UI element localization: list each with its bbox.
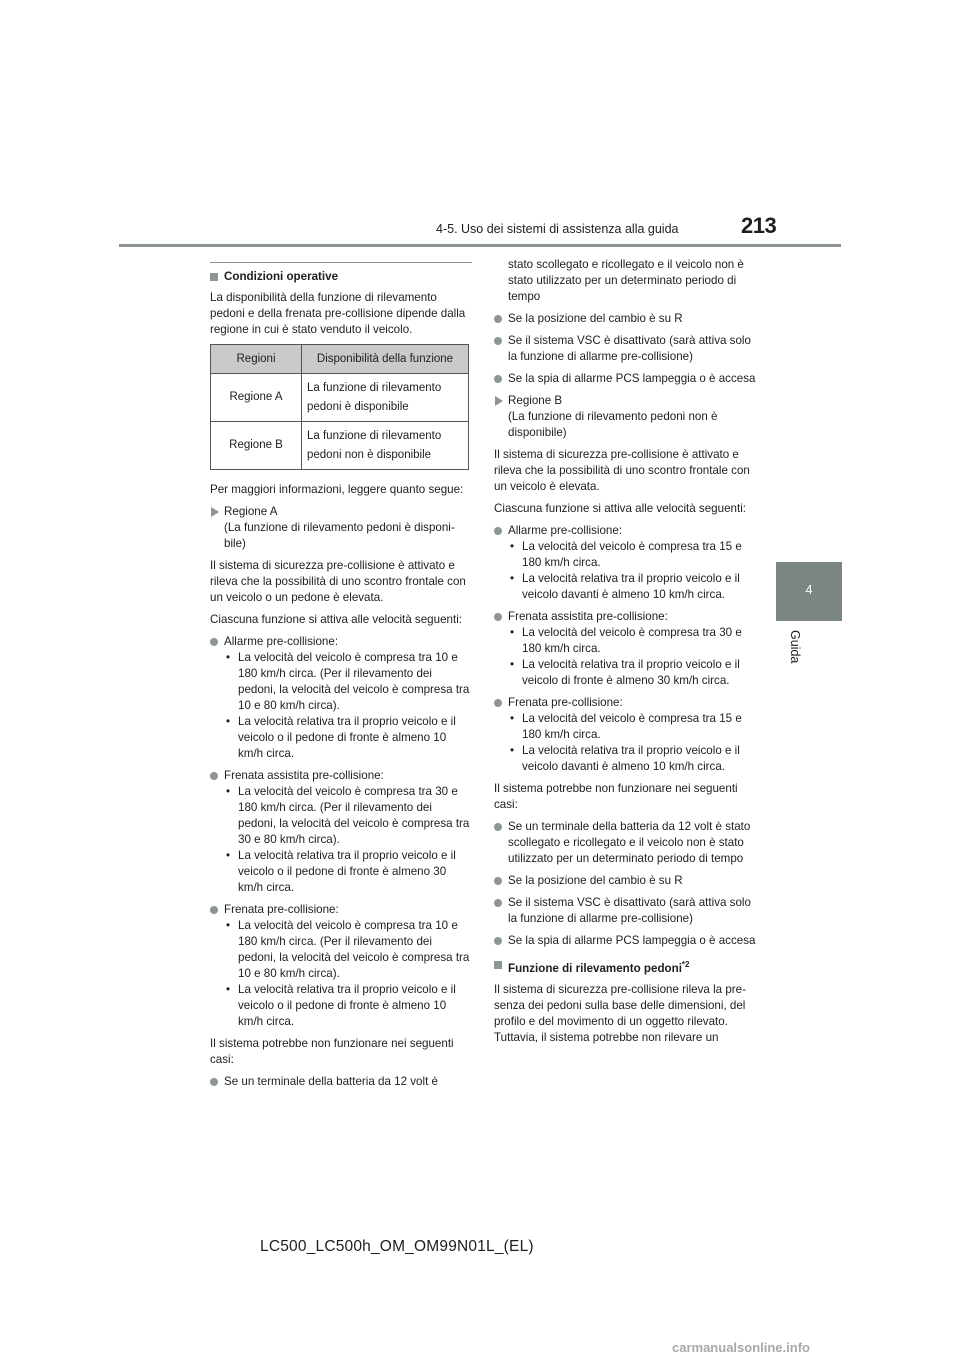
list-item <box>494 523 756 603</box>
list-item-text: Se la posizione del cambio è su R <box>508 312 683 325</box>
table-cell: La funzione di rilevamento pedoni non è disponibile <box>302 422 469 470</box>
table-cell: Regione A <box>211 374 302 422</box>
sub-item-text: La velocità del veicolo è compresa tra 30 e 180 km/h circa. <box>522 626 742 655</box>
paragraph: Il sistema di sicurezza pre-collisione rileva la pre-senza dei pedoni sulla base delle dimensioni, del profilo e del movimento di un oggetto rilevato. Tuttavia, il sistema potrebbe non rilevare un <box>494 982 746 1044</box>
sub-item-text: La velocità relativa tra il proprio veicolo e il veicolo davanti è almeno 10 km/h circa. <box>522 572 740 601</box>
intro-paragraph: La disponibilità della funzione di rilevamento pedoni e della frenata pre-collisione dipende dalla regione in cui è stato venduto il veicolo. <box>210 291 466 336</box>
list-item <box>494 895 756 927</box>
sub-item: • La velocità relativa tra il proprio veicolo e il veicolo di fronte è almeno 30 km/h circa. <box>510 658 740 687</box>
section-heading <box>210 269 472 285</box>
continued-text: stato scollegato e ricollegato e il veicolo non è stato utilizzato per un determinato periodo di tempo <box>508 258 744 303</box>
region-heading <box>494 393 756 441</box>
list-item <box>210 634 472 762</box>
sub-item: • La velocità del veicolo è compresa tra 15 e 180 km/h circa. <box>510 712 742 741</box>
list-item <box>494 933 756 949</box>
list-item <box>494 695 756 775</box>
sub-item-text: La velocità del veicolo è compresa tra 10 e 180 km/h circa. (Per il rilevamento dei pedoni, la velocità del veicolo è compresa tra 10 e 80 km/h circa). <box>238 919 470 980</box>
document-code: LC500_LC500h_OM_OM99N01L_(EL) <box>260 1238 534 1255</box>
section-title: 4-5. Uso dei sistemi di assistenza alla guida <box>436 222 679 236</box>
chapter-label-text: Guida <box>788 630 802 664</box>
region-heading <box>210 504 472 552</box>
page-number: 213 <box>741 213 777 238</box>
list-item <box>210 1074 472 1090</box>
circle-bullet-icon <box>494 877 502 885</box>
list-item <box>494 333 756 365</box>
sub-item: • La velocità del veicolo è compresa tra 15 e 180 km/h circa. <box>510 540 742 569</box>
sub-item: • La velocità del veicolo è compresa tra 10 e 180 km/h circa. (Per il rilevamento dei pedoni, la velocità del veicolo è compresa tra 10 e 80 km/h circa). <box>226 919 470 980</box>
circle-bullet-icon <box>494 699 502 707</box>
list-item-title: Frenata pre-collisione: <box>508 696 623 709</box>
sub-item: • La velocità relativa tra il proprio veicolo e il veicolo o il pedone di fronte è almeno 10 km/h circa. <box>226 715 456 760</box>
list-item <box>494 371 756 387</box>
table-row <box>211 422 469 470</box>
triangle-arrow-icon <box>495 396 503 406</box>
sub-item-text: La velocità del veicolo è compresa tra 15 e 180 km/h circa. <box>522 712 742 741</box>
circle-bullet-icon <box>494 613 502 621</box>
circle-bullet-icon <box>494 337 502 345</box>
circle-bullet-icon <box>494 375 502 383</box>
table-header-cell: Regioni <box>211 345 302 374</box>
paragraph: Ciascuna funzione si attiva alle velocità seguenti: <box>494 502 746 515</box>
table-header-row <box>211 345 469 374</box>
circle-bullet-icon <box>494 527 502 535</box>
availability-table <box>210 344 469 470</box>
sub-item-text: La velocità relativa tra il proprio veicolo e il veicolo di fronte è almeno 30 km/h circa. <box>522 658 740 687</box>
circle-bullet-icon <box>210 1078 218 1086</box>
list-item <box>494 819 756 867</box>
paragraph: Il sistema potrebbe non funzionare nei seguenti casi: <box>210 1037 454 1066</box>
circle-bullet-icon <box>210 772 218 780</box>
list-item <box>494 873 756 889</box>
header-divider <box>119 244 841 247</box>
table-cell: La funzione di rilevamento pedoni è disponibile <box>302 374 469 422</box>
sub-item: • La velocità relativa tra il proprio veicolo e il veicolo o il pedone di fronte è almeno 10 km/h circa. <box>226 983 456 1028</box>
right-column <box>494 257 756 1052</box>
table-row <box>211 374 469 422</box>
paragraph: Per maggiori informazioni, leggere quanto segue: <box>210 483 464 496</box>
list-item-text: Se la posizione del cambio è su R <box>508 874 683 887</box>
paragraph: Il sistema di sicurezza pre-collisione è attivato e rileva che la possibilità di uno scontro frontale con un veicolo è elevata. <box>494 448 750 493</box>
circle-bullet-icon <box>210 906 218 914</box>
sub-item-text: La velocità relativa tra il proprio veicolo e il veicolo o il pedone di fronte è almeno 10 km/h circa. <box>238 715 456 760</box>
chapter-label <box>772 628 816 678</box>
list-item <box>210 768 472 896</box>
list-item-text: Se un terminale della batteria da 12 volt è <box>224 1075 438 1088</box>
list-item-text: Se il sistema VSC è disattivato (sarà attiva solo la funzione di allarme pre-collisione) <box>508 896 751 925</box>
list-item <box>494 609 756 689</box>
circle-bullet-icon <box>210 638 218 646</box>
square-bullet-icon <box>210 273 218 281</box>
watermark: carmanualsonline.info <box>672 1340 810 1355</box>
sub-item-text: La velocità del veicolo è compresa tra 10 e 180 km/h circa. (Per il rilevamento dei pedoni, la velocità del veicolo è compresa tra 10 e 80 km/h circa). <box>238 651 470 712</box>
paragraph: Ciascuna funzione si attiva alle velocità seguenti: <box>210 613 462 626</box>
sub-item: • La velocità del veicolo è compresa tra 10 e 180 km/h circa. (Per il rilevamento dei pedoni, la velocità del veicolo è compresa tra 10 e 80 km/h circa). <box>226 651 470 712</box>
list-item <box>210 902 472 1030</box>
sub-item-text: La velocità relativa tra il proprio veicolo e il veicolo o il pedone di fronte è almeno 30 km/h circa. <box>238 849 456 894</box>
region-title: Regione A <box>224 505 278 518</box>
section-heading-text: Condizioni operative <box>224 270 339 283</box>
sub-item-text: La velocità relativa tra il proprio veicolo e il veicolo davanti è almeno 10 km/h circa. <box>522 744 740 773</box>
region-note: (La funzione di rilevamento pedoni è disponi-bile) <box>224 521 455 550</box>
circle-bullet-icon <box>494 899 502 907</box>
sub-item-text: La velocità relativa tra il proprio veicolo e il veicolo o il pedone di fronte è almeno 10 km/h circa. <box>238 983 456 1028</box>
chapter-number: 4 <box>805 582 813 597</box>
table-cell: Regione B <box>211 422 302 470</box>
list-item <box>494 311 756 327</box>
sub-item: • La velocità relativa tra il proprio veicolo e il veicolo davanti è almeno 10 km/h circa. <box>510 572 740 601</box>
section-rule <box>210 262 472 263</box>
sub-item: • La velocità del veicolo è compresa tra 30 e 180 km/h circa. (Per il rilevamento dei pedoni, la velocità del veicolo è compresa tra 30 e 80 km/h circa). <box>226 785 470 846</box>
circle-bullet-icon <box>494 937 502 945</box>
list-item-text: Se un terminale della batteria da 12 volt è stato scollegato e ricollegato e il veicolo non è stato utilizzato per un determinato periodo di tempo <box>508 820 751 865</box>
list-item-text: Se la spia di allarme PCS lampeggia o è accesa <box>508 934 756 947</box>
sub-item: • La velocità relativa tra il proprio veicolo e il veicolo davanti è almeno 10 km/h circa. <box>510 744 740 773</box>
table-header-cell: Disponibilità della funzione <box>302 345 469 374</box>
list-item-text: Se il sistema VSC è disattivato (sarà attiva solo la funzione di allarme pre-collisione) <box>508 334 751 363</box>
section-heading <box>494 957 756 977</box>
triangle-arrow-icon <box>211 507 219 517</box>
sub-item: • La velocità del veicolo è compresa tra 30 e 180 km/h circa. <box>510 626 742 655</box>
footnote-marker: *2 <box>681 960 690 969</box>
list-item-title: Allarme pre-collisione: <box>508 524 623 537</box>
circle-bullet-icon <box>494 823 502 831</box>
region-title: Regione B <box>508 394 563 407</box>
square-bullet-icon <box>494 961 502 969</box>
section-heading-text: Funzione di rilevamento pedoni <box>508 961 682 975</box>
circle-bullet-icon <box>494 315 502 323</box>
sub-item-text: La velocità del veicolo è compresa tra 30 e 180 km/h circa. (Per il rilevamento dei pedoni, la velocità del veicolo è compresa tra 30 e 80 km/h circa). <box>238 785 470 846</box>
paragraph: Il sistema di sicurezza pre-collisione è attivato e rileva che la possibilità di uno scontro frontale con un veicolo o un pedone è elevata. <box>210 559 466 604</box>
paragraph: Il sistema potrebbe non funzionare nei seguenti casi: <box>494 782 738 811</box>
sub-item: • La velocità relativa tra il proprio veicolo e il veicolo o il pedone di fronte è almeno 30 km/h circa. <box>226 849 456 894</box>
list-item-text: Se la spia di allarme PCS lampeggia o è accesa <box>508 372 756 385</box>
list-item-title: Frenata pre-collisione: <box>224 903 339 916</box>
region-note: (La funzione di rilevamento pedoni non è disponibile) <box>508 410 718 439</box>
list-item-title: Allarme pre-collisione: <box>224 635 339 648</box>
list-item-title: Frenata assistita pre-collisione: <box>508 610 668 623</box>
left-column <box>210 262 472 1096</box>
sub-item-text: La velocità del veicolo è compresa tra 15 e 180 km/h circa. <box>522 540 742 569</box>
list-item-title: Frenata assistita pre-collisione: <box>224 769 384 782</box>
